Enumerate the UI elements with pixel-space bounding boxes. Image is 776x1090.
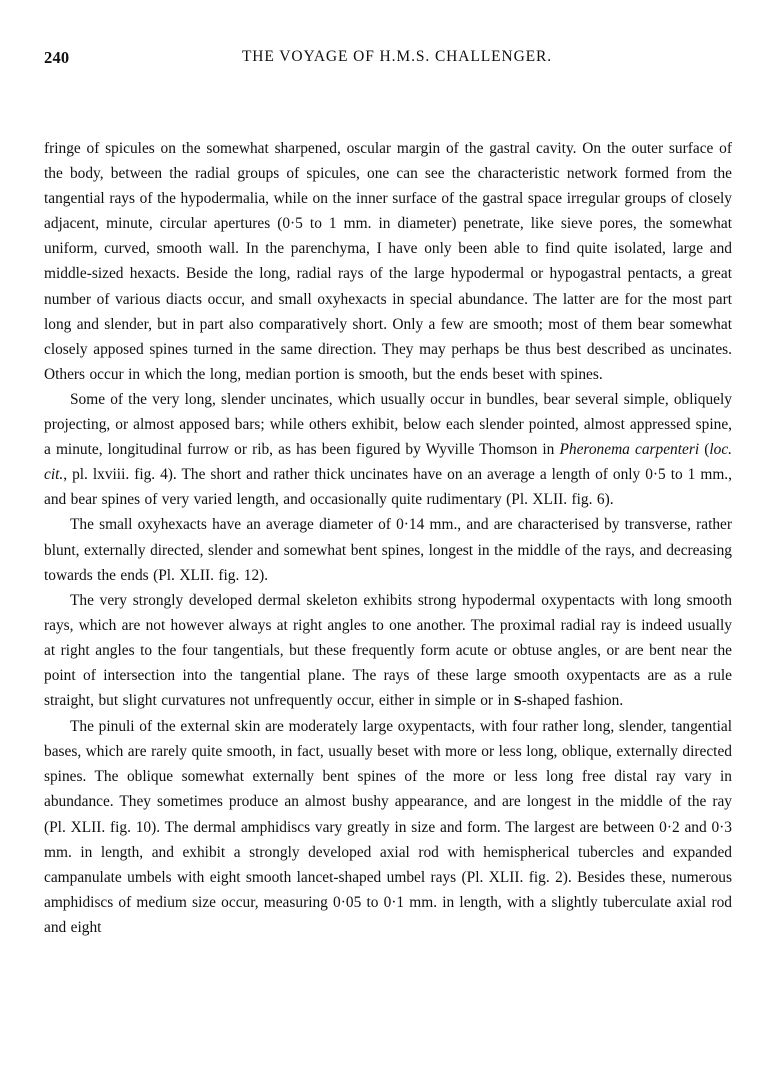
running-title: THE VOYAGE OF H.M.S. CHALLENGER. <box>241 48 553 65</box>
paragraph-3: The small oxyhexacts have an average diameter of 0·14 mm., and are characterised by transverse, rather blunt, externally directed, slender and somewhat bent spines, longest in the middle of the rays, and decreasing towards the ends (Pl. XLII. fig. 12). <box>44 516 732 584</box>
paragraph-1: fringe of spicules on the somewhat sharpened, oscular margin of the gastral cavity. On the outer surface of the body, between the radial groups of spicules, one can see the characteristic network formed from the tangential rays of the hypodermalia, while on the inner surface of the gastral space irregular groups of closely adjacent, minute, circular apertures (0·5 to 1 mm. in diameter) penetrate, like sieve pores, the somewhat uniform, curved, smooth wall. In the parenchyma, I have only been able to find quite isolated, large and middle-sized hexacts. Beside the long, radial rays of the large hypodermal or hypogastral pentacts, a great number of various diacts occur, and small oxyhexacts in special abundance. The latter are for the most part long and slender, but in part also comparatively short. Only a few are smooth; most of them bear somewhat closely apposed spines turned in the same direction. They may perhaps be thus best described as uncinates. Others occur in which the long, median portion is smooth, but the ends beset with spines. <box>44 140 732 383</box>
paragraph-4 <box>44 588 732 714</box>
page-header <box>0 40 776 80</box>
paragraph-2-part-2: ( <box>699 441 710 459</box>
paragraph-2-part-1: Some of the very long, slender uncinates, which usually occur in bundles, bear several simple, obliquely projecting, or almost apposed bars; while others exhibit, below each slender pointed, almost appressed spine, a minute, longitudinal furrow or rib, as has been figured by Wyville Thomson in <box>44 390 732 459</box>
page-number: 240 <box>44 48 70 67</box>
paragraph-2 <box>44 387 732 512</box>
citation-loc-cit: loc. cit. <box>44 441 733 484</box>
document-page <box>0 40 776 1090</box>
paragraph-4-part-1: The very strongly developed dermal skeleton exhibits strong hypodermal oxypentacts with long smooth rays, which are not however always at right angles to one another. The proximal radial ray is indeed usually at right angles to the four tangentials, but these frequently form acute or obtuse angles, or are bent near the point of intersection into the tangential plane. The rays of these large smooth oxypentacts are as a rule straight, but slight curvatures not unfrequently occur, either in simple or in <box>44 591 732 710</box>
species-name-pheronema-carpenteri: Pheronema carpenteri <box>559 441 700 459</box>
paragraph-5: The pinuli of the external skin are moderately large oxypentacts, with four rather long, slender, tangential bases, which are rarely quite smooth, in fact, usually beset with more or less long, oblique, externally directed spines. The oblique somewhat externally bent spines of the more or less long free distal ray vary in abundance. They sometimes produce an almost bushy appearance, and are longest in the middle of the ray (Pl. XLII. fig. 10). The dermal amphidiscs vary greatly in size and form. The largest are between 0·2 and 0·3 mm. in length, and exhibit a strongly developed axial rod with hemispherical tubercles and expanded campanulate umbels with eight smooth lancet-shaped umbel rays (Pl. XLII. fig. 2). Besides these, numerous amphidiscs of medium size occur, measuring 0·05 to 0·1 mm. in length, with a slightly tuberculate axial rod and eight <box>44 718 732 936</box>
smallcap-s: S <box>513 694 522 710</box>
paragraph-2-part-3: , pl. lxviii. fig. 4). The short and rather thick uncinates have on an average a length of only 0·5 to 1 mm., and bear spines of very varied length, and occasionally quite rudimentary (Pl. XLII. fig. 6). <box>44 466 732 509</box>
paragraph-4-part-2: -shaped fashion. <box>521 692 624 710</box>
body-text <box>44 136 732 940</box>
